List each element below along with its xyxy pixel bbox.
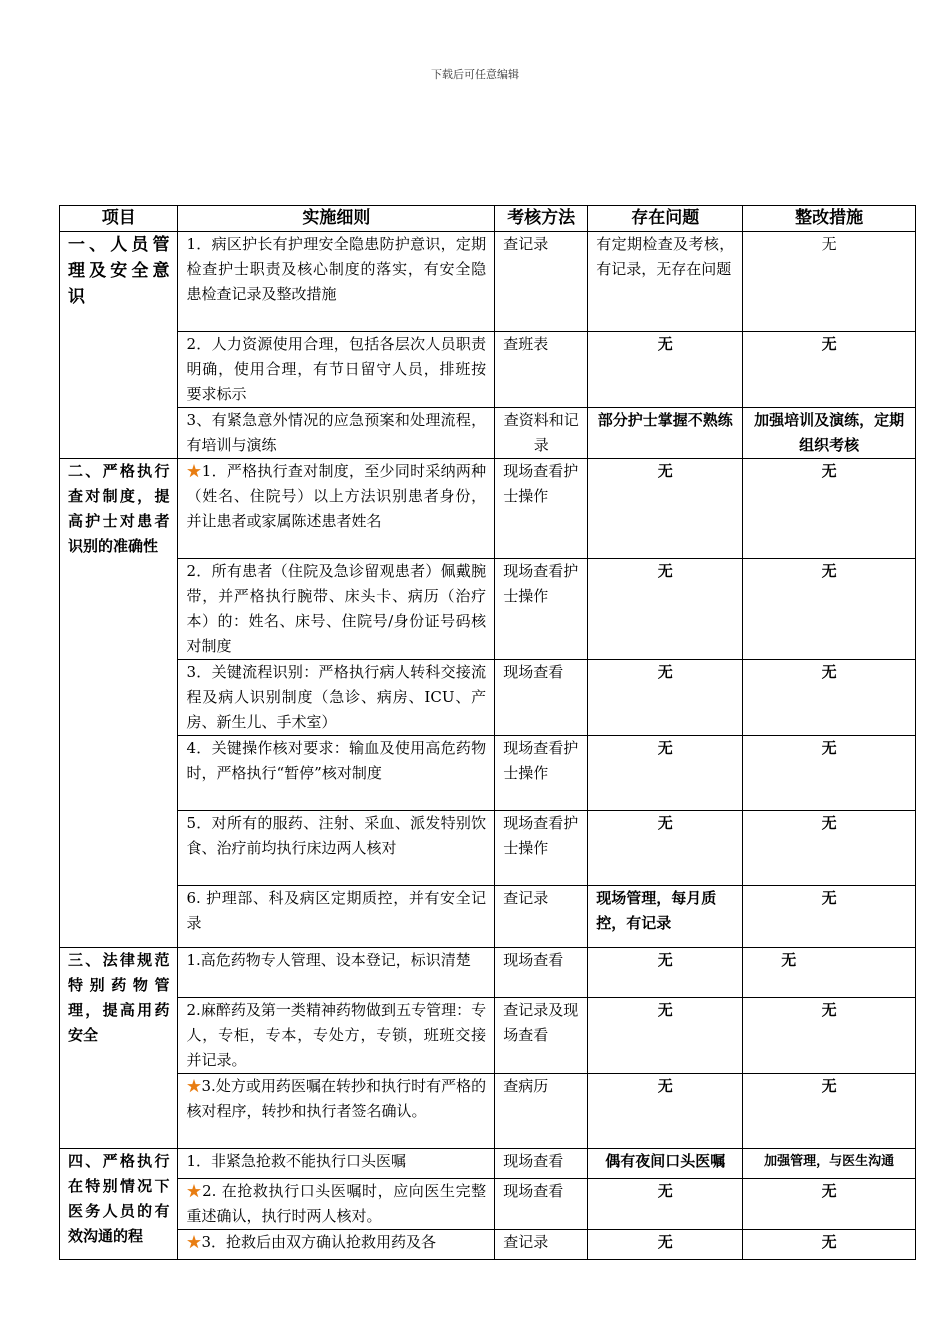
row-detail: 1．病区护长有护理安全隐患防护意识，定期检查护士职责及核心制度的落实，有安全隐患检查记录及整改措施	[178, 232, 495, 332]
row-detail: 2．所有患者（住院及急诊留观患者）佩戴腕带，并严格执行腕带、床头卡、病历（治疗本）的：姓名、床号、住院号/身份证号码核对制度	[178, 559, 495, 660]
row-method: 查记录	[495, 1230, 588, 1260]
star-icon: ★	[186, 1233, 202, 1251]
row-method: 查病历	[495, 1074, 588, 1149]
header-issue: 存在问题	[588, 206, 743, 232]
section-title: 三、法律规范特别药物管理，提高用药安全	[60, 948, 178, 1149]
star-icon: ★	[186, 462, 202, 480]
row-detail: 1．非紧急抢救不能执行口头医嘱	[178, 1149, 495, 1179]
row-detail: 2.麻醉药及第一类精神药物做到五专管理：专人，专柜，专本，专处方，专锁，班班交接并记录。	[178, 998, 495, 1074]
row-detail: 4．关键操作核对要求：输血及使用高危药物时，严格执行“暂停”核对制度	[178, 736, 495, 811]
table-row	[60, 1074, 916, 1149]
row-issue: 现场管理，每月质控，有记录	[588, 886, 743, 948]
header-item: 项目	[60, 206, 178, 232]
row-fix: 无	[743, 459, 916, 559]
row-detail: 2．人力资源使用合理，包括各层次人员职责明确，使用合理，有节日留守人员，排班按要求标示	[178, 332, 495, 408]
table-row	[60, 232, 916, 332]
star-icon: ★	[186, 1077, 202, 1095]
row-issue: 无	[588, 1074, 743, 1149]
table-row	[60, 736, 916, 811]
row-fix: 无	[743, 948, 916, 998]
row-fix: 无	[743, 1074, 916, 1149]
row-detail: ★3.处方或用药医嘱在转抄和执行时有严格的核对程序，转抄和执行者签名确认。	[178, 1074, 495, 1149]
row-method: 查资料和记录	[495, 408, 588, 459]
table-row	[60, 998, 916, 1074]
row-method: 现场查看护士操作	[495, 459, 588, 559]
row-method: 查记录及现场查看	[495, 998, 588, 1074]
header-method: 考核方法	[495, 206, 588, 232]
row-detail: ★1．严格执行查对制度，至少同时采纳两种（姓名、住院号）以上方法识别患者身份，并让患者或家属陈述患者姓名	[178, 459, 495, 559]
table-row	[60, 1230, 916, 1260]
section-title: 四、严格执行在特别情况下医务人员的有效沟通的程	[60, 1149, 178, 1260]
row-detail: 3．关键流程识别：严格执行病人转科交接流程及病人识别制度（急诊、病房、ICU、产房、新生儿、手术室）	[178, 660, 495, 736]
row-method: 查记录	[495, 886, 588, 948]
row-issue: 无	[588, 332, 743, 408]
row-detail: 3、有紧急意外情况的应急预案和处理流程，有培训与演练	[178, 408, 495, 459]
row-issue: 无	[588, 1179, 743, 1230]
row-method: 现场查看	[495, 1149, 588, 1179]
row-method: 现场查看护士操作	[495, 559, 588, 660]
table-row	[60, 811, 916, 886]
row-fix: 无	[743, 660, 916, 736]
row-issue: 无	[588, 559, 743, 660]
header-detail: 实施细则	[178, 206, 495, 232]
table-row	[60, 886, 916, 948]
table-row	[60, 408, 916, 459]
row-issue: 偶有夜间口头医嘱	[588, 1149, 743, 1179]
row-fix: 无	[743, 559, 916, 660]
row-fix: 无	[743, 998, 916, 1074]
row-fix: 无	[743, 1230, 916, 1260]
row-method: 现场查看护士操作	[495, 811, 588, 886]
row-issue: 无	[588, 660, 743, 736]
row-issue: 无	[588, 811, 743, 886]
row-method: 查记录	[495, 232, 588, 332]
star-icon: ★	[186, 1182, 203, 1200]
row-issue: 无	[588, 736, 743, 811]
table-row	[60, 1179, 916, 1230]
row-fix: 无	[743, 1179, 916, 1230]
table-row	[60, 1149, 916, 1179]
row-fix: 加强培训及演练，定期组织考核	[743, 408, 916, 459]
page-header-note: 下载后可任意编辑	[431, 68, 519, 81]
row-issue: 无	[588, 998, 743, 1074]
nursing-safety-table	[59, 205, 916, 1260]
row-detail: ★2. 在抢救执行口头医嘱时，应向医生完整重述确认，执行时两人核对。	[178, 1179, 495, 1230]
row-method: 现场查看护士操作	[495, 736, 588, 811]
header-fix: 整改措施	[743, 206, 916, 232]
row-detail: 6. 护理部、科及病区定期质控，并有安全记录	[178, 886, 495, 948]
row-method: 查班表	[495, 332, 588, 408]
row-fix: 加强管理，与医生沟通	[743, 1149, 916, 1179]
row-detail: ★3．抢救后由双方确认抢救用药及各	[178, 1230, 495, 1260]
row-fix: 无	[743, 232, 916, 332]
row-issue: 部分护士掌握不熟练	[588, 408, 743, 459]
row-issue: 有定期检查及考核，有记录，无存在问题	[588, 232, 743, 332]
row-issue: 无	[588, 948, 743, 998]
row-fix: 无	[743, 811, 916, 886]
table-row	[60, 459, 916, 559]
table-row	[60, 559, 916, 660]
row-method: 现场查看	[495, 1179, 588, 1230]
table-header-row	[60, 206, 916, 232]
row-detail: 1.高危药物专人管理、设本登记，标识清楚	[178, 948, 495, 998]
section-title: 一、人员管理及安全意识	[60, 232, 178, 459]
row-fix: 无	[743, 886, 916, 948]
row-fix: 无	[743, 736, 916, 811]
table-row	[60, 948, 916, 998]
table-row	[60, 660, 916, 736]
row-method: 现场查看	[495, 660, 588, 736]
row-issue: 无	[588, 1230, 743, 1260]
row-detail: 5．对所有的服药、注射、采血、派发特别饮食、治疗前均执行床边两人核对	[178, 811, 495, 886]
row-issue: 无	[588, 459, 743, 559]
table-row	[60, 332, 916, 408]
section-title: 二、严格执行查对制度，提高护士对患者识别的准确性	[60, 459, 178, 948]
row-fix: 无	[743, 332, 916, 408]
row-method: 现场查看	[495, 948, 588, 998]
